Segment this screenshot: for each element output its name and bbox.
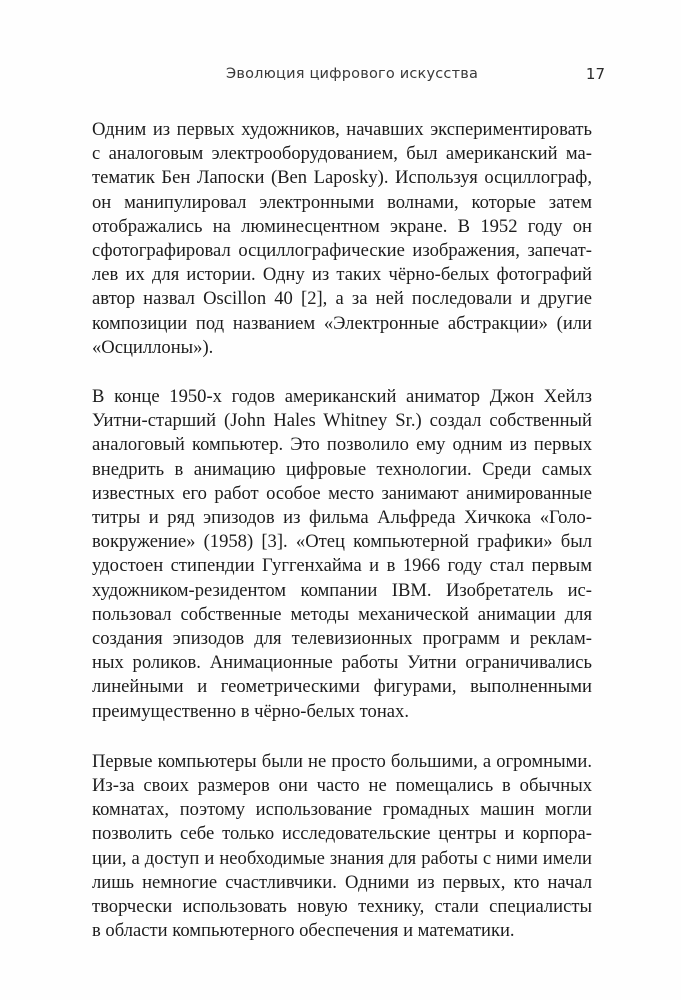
text-run: «Осциллоны»). xyxy=(92,336,214,358)
text-line xyxy=(92,774,592,798)
text-line xyxy=(92,554,592,578)
text-run: он манипулировал электронными волнами, которые затем xyxy=(92,191,592,213)
text-run: внедрить в анимацию цифровые технологии. Среди самых xyxy=(92,458,592,480)
text-run: художником-резидентом компании xyxy=(92,579,392,601)
text-run: автор назвал xyxy=(92,288,204,310)
text-run: Одним из первых художников, начавших экспериментировать xyxy=(92,119,592,140)
text-run: лишь немногие счастливчики. Одними из первых, кто начал xyxy=(92,871,592,893)
text-line xyxy=(92,118,592,142)
text-line xyxy=(92,651,592,675)
body-text xyxy=(92,118,592,969)
text-run: В конце 1950-х годов американский аниматор Джон Хейлз xyxy=(92,386,592,408)
text-run: комнатах, поэтому использование громадных машин могли xyxy=(92,799,592,821)
text-run: пользовал собственные методы механической анимации для xyxy=(92,603,592,625)
text-run: титры и ряд эпизодов из фильма Альфреда Хичкока «Голо- xyxy=(92,507,592,529)
paragraph-2 xyxy=(92,385,592,724)
text-line xyxy=(92,191,592,215)
text-run: ных роликов. Анимационные работы Уитни ограничивались xyxy=(92,652,592,674)
text-run: композиции под названием «Электронные абстракции» (или xyxy=(92,312,592,334)
text-line xyxy=(92,482,592,506)
text-line xyxy=(92,215,592,239)
text-run: Первые компьютеры были не просто большими, а огромными. xyxy=(92,750,592,772)
text-line xyxy=(92,822,592,846)
text-run: с аналоговым электрооборудованием, был американский ма- xyxy=(92,143,592,165)
text-line xyxy=(92,312,592,336)
text-line xyxy=(92,433,592,457)
text-run: творчески использовать новую технику, стали специалисты xyxy=(92,896,592,918)
text-run: . Изобретатель ис- xyxy=(426,579,592,601)
text-line xyxy=(92,458,592,482)
text-line xyxy=(92,871,592,895)
text-line xyxy=(92,847,592,871)
text-run: создания эпизодов для телевизионных программ и реклам- xyxy=(92,628,592,650)
page-number: 17 xyxy=(585,65,605,83)
text-line xyxy=(92,530,592,554)
italic-text-run: IBM xyxy=(391,579,427,601)
text-run: ции, а доступ и необходимые знания для работы с ними имели xyxy=(92,847,592,869)
text-line xyxy=(92,700,592,724)
text-line xyxy=(92,603,592,627)
text-run: Уитни-старший xyxy=(92,410,225,432)
text-run: вокружение» (1958) [3]. «Отец компьютерной графики» был xyxy=(92,531,592,553)
italic-text-run: (Ben Laposky) xyxy=(270,167,384,189)
text-run: [2], а за ней последовали и другие xyxy=(292,288,592,310)
text-run: Из-за своих размеров они часто не помещались в обычных xyxy=(92,775,592,797)
text-run: аналоговый компьютер. Это позволило ему одним из первых xyxy=(92,434,592,456)
italic-text-run: (John Hales Whitney Sr.) xyxy=(224,410,422,432)
text-run: сфотографировал осциллографические изображения, запечат- xyxy=(92,240,592,262)
text-line xyxy=(92,287,592,311)
text-run: позволить себе только исследовательские центры и корпора- xyxy=(92,823,592,845)
text-line xyxy=(92,166,592,190)
text-line xyxy=(92,798,592,822)
text-line xyxy=(92,675,592,699)
text-run: линейными и геометрическими фигурами, выполненными xyxy=(92,676,592,698)
italic-text-run: Oscillon 40 xyxy=(203,288,293,310)
text-run: известных его работ особое место занимают анимированные xyxy=(92,482,592,504)
text-line xyxy=(92,409,592,433)
text-run: тематик Бен Лапоски xyxy=(92,167,271,189)
text-line xyxy=(92,385,592,409)
text-run: отображались на люминесцентном экране. В 1952 году он xyxy=(92,215,592,237)
text-run: . Используя осциллограф, xyxy=(383,167,592,189)
running-title: Эволюция цифрового искусства xyxy=(226,66,479,82)
text-line xyxy=(92,239,592,263)
text-line xyxy=(92,336,592,360)
text-line xyxy=(92,750,592,774)
paragraph-3 xyxy=(92,750,592,944)
text-run: лев их для истории. Одну из таких чёрно-белых фотографий xyxy=(92,264,592,286)
text-run: преимущественно в чёрно-белых тонах. xyxy=(92,700,409,722)
text-line xyxy=(92,919,592,943)
text-line xyxy=(92,627,592,651)
text-line xyxy=(92,895,592,919)
text-run: создал собственный xyxy=(421,410,592,432)
text-run: в области компьютерного обеспечения и математики. xyxy=(92,920,515,942)
paragraph-1 xyxy=(92,118,592,360)
text-run: удостоен стипендии Гуггенхайма и в 1966 году стал первым xyxy=(92,555,592,577)
text-line xyxy=(92,142,592,166)
text-line xyxy=(92,263,592,287)
text-line xyxy=(92,579,592,603)
text-line xyxy=(92,506,592,530)
